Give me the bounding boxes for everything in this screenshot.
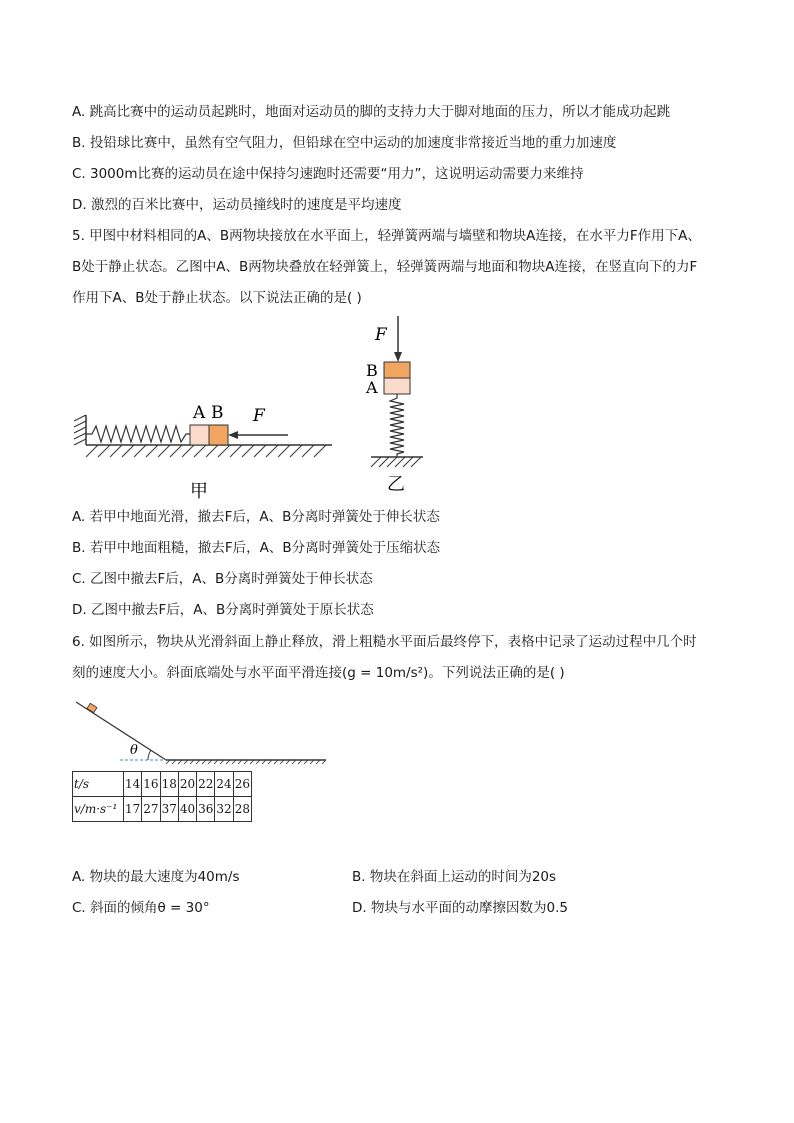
q6-option-b: B. 物块在斜面上运动的时间为20s (352, 869, 557, 885)
t-value: 14 (124, 772, 142, 797)
q6-stem-line1: 6. 如图所示，物块从光滑斜面上静止释放，滑上粗糙水平面后最终停下，表格中记录了运动过程中几个时 (72, 634, 697, 650)
v-value: 36 (197, 797, 215, 822)
t-value: 24 (215, 772, 233, 797)
t-value: 22 (197, 772, 215, 797)
q4-option-b: B. 投铅球比赛中，虽然有空气阻力，但铅球在空中运动的加速度非常接近当地的重力加速度 (72, 135, 617, 151)
angle-theta-label: θ (130, 743, 138, 758)
figure-incline (70, 694, 332, 766)
label-f-jia: F (253, 406, 265, 426)
caption-jia: 甲 (190, 481, 208, 502)
velocity-table (72, 771, 252, 822)
block-a-jia (190, 425, 209, 445)
v-value: 28 (233, 797, 251, 822)
figure-jia (70, 395, 340, 505)
v-header: v/m·s⁻¹ (73, 797, 124, 822)
v-value: 27 (142, 797, 160, 822)
table-row (73, 772, 252, 797)
v-value: 37 (160, 797, 178, 822)
block-a-yi (384, 378, 410, 394)
t-value: 20 (178, 772, 196, 797)
label-a-jia: A (193, 403, 206, 423)
label-b-jia: B (211, 403, 224, 423)
label-a-yi: A (366, 378, 378, 397)
label-f-yi: F (375, 325, 387, 345)
q4-option-a: A. 跳高比赛中的运动员起跳时，地面对运动员的脚的支持力大于脚对地面的压力，所以才能成功起跳 (72, 104, 671, 120)
q5-option-d: D. 乙图中撤去F后，A、B分离时弹簧处于原长状态 (72, 602, 374, 618)
q6-option-d: D. 物块与水平面的动摩擦因数为0.5 (352, 900, 568, 916)
q5-option-a: A. 若甲中地面光滑，撤去F后，A、B分离时弹簧处于伸长状态 (72, 509, 440, 525)
block-b-yi (384, 362, 410, 378)
v-value: 17 (124, 797, 142, 822)
block-b-jia (209, 425, 228, 445)
caption-yi: 乙 (387, 474, 405, 494)
spring-horizontal (86, 426, 190, 442)
q4-option-d: D. 激烈的百米比赛中，运动员撞线时的速度是平均速度 (72, 197, 402, 213)
q6-option-a: A. 物块的最大速度为40m/s (72, 869, 240, 885)
q6-option-c: C. 斜面的倾角θ = 30° (72, 900, 210, 916)
incline-block (87, 703, 97, 712)
t-header: t/s (73, 772, 124, 797)
label-b-yi: B (366, 361, 378, 380)
table-row (73, 797, 252, 822)
q5-option-b: B. 若甲中地面粗糙，撤去F后，A、B分离时弹簧处于压缩状态 (72, 540, 441, 556)
spring-vertical (390, 394, 404, 457)
v-value: 40 (178, 797, 196, 822)
q5-stem-line2: B处于静止状态。乙图中A、B两物块叠放在轻弹簧上，轻弹簧两端与地面和物块A连接，在竖直向下的力F (72, 259, 698, 275)
t-value: 18 (160, 772, 178, 797)
figure-yi (355, 312, 445, 494)
q5-stem-line1: 5. 甲图中材料相同的A、B两物块接放在水平面上，轻弹簧两端与墙壁和物块A连接，在水平力F作用下A、 (72, 228, 701, 244)
t-value: 26 (233, 772, 251, 797)
q5-option-c: C. 乙图中撤去F后，A、B分离时弹簧处于伸长状态 (72, 571, 373, 587)
t-value: 16 (142, 772, 160, 797)
v-value: 32 (215, 797, 233, 822)
q6-stem-line2: 刻的速度大小。斜面底端处与水平面平滑连接(g = 10m/s²)。下列说法正确的是( ) (72, 665, 565, 681)
q5-stem-line3: 作用下A、B处于静止状态。以下说法正确的是( ) (72, 290, 362, 306)
q4-option-c: C. 3000m比赛的运动员在途中保持匀速跑时还需要“用力”，这说明运动需要力来维持 (72, 166, 584, 182)
